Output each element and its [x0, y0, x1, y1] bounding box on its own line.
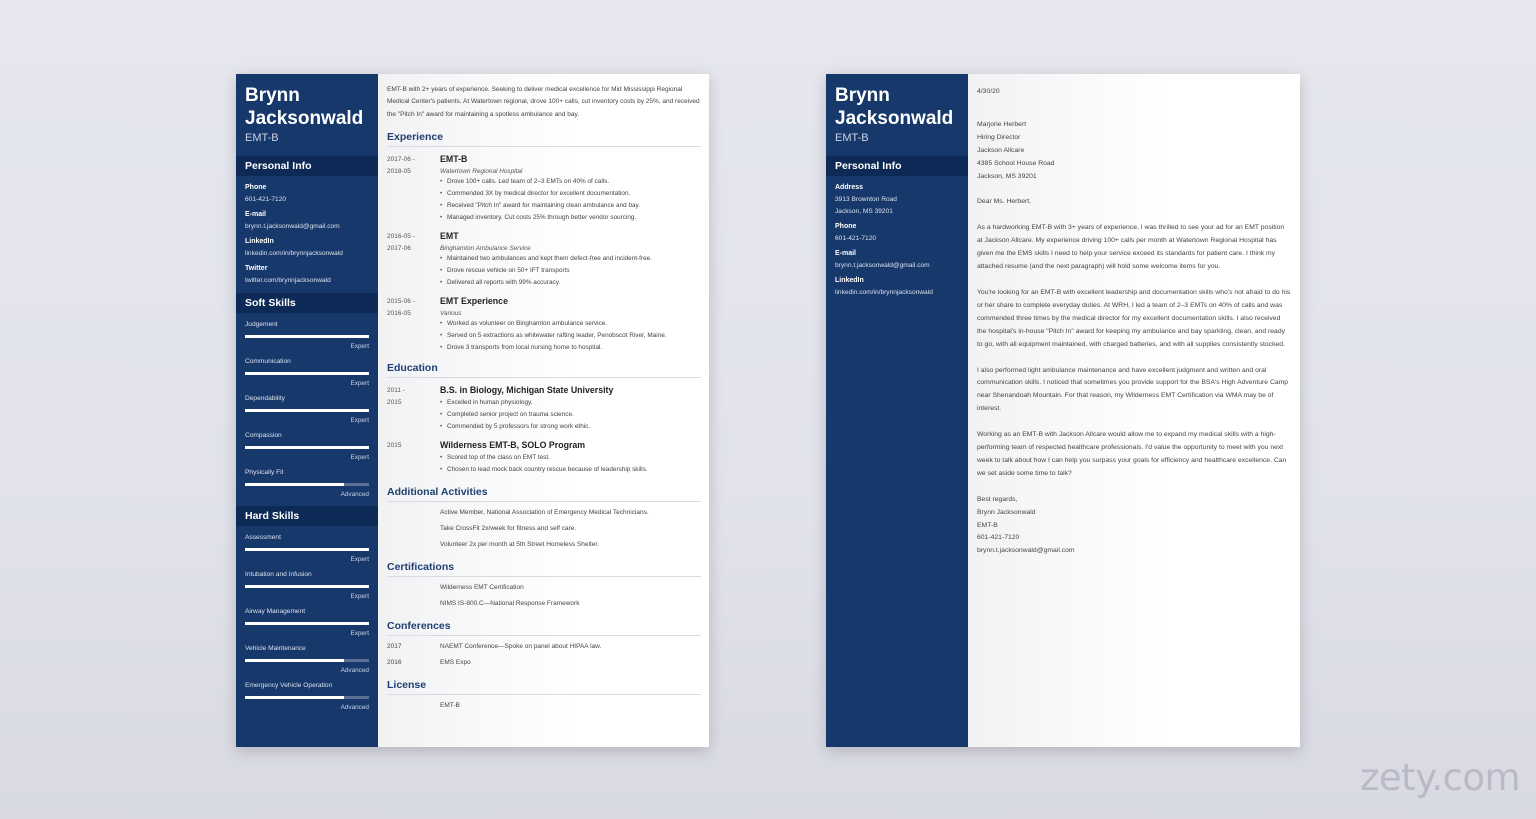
bullet-item: • Scored top of the class on EMT test.	[440, 452, 700, 464]
bullet-item: • Maintained two ambulances and kept them defect-free and incident-free.	[440, 253, 700, 265]
letter-job-title: EMT-B	[835, 132, 869, 144]
skill-level-label: Advanced	[340, 667, 369, 674]
skill-level-label: Expert	[350, 380, 369, 387]
letter-main	[968, 74, 1300, 747]
entry-dates	[387, 440, 440, 476]
bullet-item: • Served on 5 extractions as whitewater rafting leader, Penobscot River, Maine.	[440, 330, 700, 342]
entry-bullets	[440, 253, 700, 289]
list-item: Volunteer 2x per month at 5th Street Homeless Shelter.	[440, 540, 599, 548]
entry-organization: Binghamton Ambulance Service	[440, 244, 531, 252]
bullet-item: • Drove 100+ calls. Led team of 2–3 EMTs on 40% of calls.	[440, 176, 700, 188]
list-item	[378, 639, 709, 655]
entry-title: EMT-B	[440, 153, 468, 164]
bullet-item: • Worked as volunteer on Binghamton ambulance service.	[440, 318, 700, 330]
skill-level-label: Advanced	[340, 491, 369, 498]
bullet-item: • Delivered all reports with 99% accuracy.	[440, 277, 700, 289]
contact-label: Phone	[245, 184, 267, 191]
skill-level-fill	[245, 585, 369, 588]
conference-year: 2017	[387, 642, 402, 650]
resume-entry	[378, 385, 709, 433]
entry-dates	[387, 231, 440, 289]
letter-paragraph: Working as an EMT-B with Jackson Allcare would allow me to expand my medical skills with a high-performing team of respected healthcare professionals. I'd value the opportunity to meet with you next week to talk about how I can help you surpass your goals for efficiency and healthcare excellence. Can we set aside some time to talk?	[977, 431, 1287, 477]
personal-info-heading: Personal Info	[826, 156, 968, 176]
recipient-line: Hiring Director	[977, 133, 1021, 141]
entry-bullets	[440, 318, 700, 354]
license-value: EMT-B	[440, 701, 460, 709]
education-list	[378, 385, 709, 476]
resume-summary: EMT-B with 2+ years of experience. Seeking to deliver medical excellence for Mid Mississippi Regional Medical Center's patients. At Watertown regional, drove 100+ calls, cut inventory costs by 25%, and received the "Pitch In" award for maintaining a spotless ambulance and bay.	[387, 86, 700, 118]
contact-label: E-mail	[245, 211, 267, 218]
skill-name: Compassion	[245, 432, 282, 439]
skill-level-bar	[245, 696, 369, 699]
skill-name: Intubation and Infusion	[245, 571, 312, 578]
skill-level-label: Expert	[350, 417, 369, 424]
bullet-item: • Commended by 5 professors for strong work ethic.	[440, 421, 700, 433]
list-item: Take CrossFit 2x/week for fitness and self care.	[440, 524, 577, 532]
entry-date-to: 2018-05	[387, 167, 411, 175]
skill-level-label: Expert	[350, 343, 369, 350]
contact-label: E-mail	[835, 250, 857, 257]
entry-body	[440, 231, 700, 289]
entry-bullets	[440, 452, 700, 476]
contact-label: LinkedIn	[835, 277, 864, 284]
entry-dates	[387, 385, 440, 433]
conference-text: NAEMT Conference—Spoke on panel about HIPAA law.	[440, 642, 602, 650]
resume-sidebar	[236, 74, 378, 747]
skill-level-bar	[245, 335, 369, 338]
recipient-block	[977, 119, 1291, 184]
letter-paragraph: I also performed light ambulance maintenance and have excellent judgment and written and oral communication skills. I noticed that sometimes you provide support for the BSA's High Adventure Camp near Shenandoah Mountain. For that reason, my Wilderness EMT Certification via WMA may be of interest.	[977, 366, 1289, 413]
skill-name: Judgement	[245, 321, 278, 328]
entry-body	[440, 296, 700, 354]
contact-value: linkedin.com/in/brynnjacksonwald	[245, 250, 343, 257]
bullet-item: • Received "Pitch In" award for maintaining clean ambulance and bay.	[440, 200, 700, 212]
certifications-heading: Certifications	[387, 560, 455, 573]
skill-level-fill	[245, 622, 369, 625]
bullet-item: • Drove 3 transports from local nursing home to hospital.	[440, 342, 700, 354]
letter-first-name: Brynn	[835, 85, 890, 106]
closing-line: EMT-B	[977, 521, 998, 529]
conference-year: 2016	[387, 658, 402, 666]
entry-dates	[387, 154, 440, 224]
entry-bullets	[440, 176, 700, 224]
soft-skills-list	[236, 321, 378, 498]
license-heading: License	[387, 678, 427, 691]
closing-block	[977, 494, 1291, 559]
skill-item	[236, 395, 378, 424]
entry-date-to: 2016-05	[387, 309, 411, 317]
activities-heading: Additional Activities	[387, 485, 488, 498]
resume-job-title: EMT-B	[245, 132, 279, 144]
skill-level-fill	[245, 372, 369, 375]
contact-value: linkedin.com/in/brynnjacksonwald	[835, 289, 933, 296]
contact-value: twitter.com/brynnjacksonwald	[245, 277, 331, 284]
skill-item	[236, 608, 378, 637]
entry-date-from: 2015-06 -	[387, 297, 415, 305]
closing-line: Brynn Jacksonwald	[977, 508, 1036, 516]
entry-title: B.S. in Biology, Michigan State University	[440, 384, 614, 395]
contact-value: brynn.t.jacksonwald@gmail.com	[245, 223, 340, 230]
skill-item	[236, 432, 378, 461]
skill-name: Physically Fit	[245, 469, 284, 476]
soft-skills-heading: Soft Skills	[236, 293, 378, 313]
section-divider	[387, 501, 701, 502]
skill-level-fill	[245, 659, 344, 662]
contact-value: Jackson, MS 39201	[835, 208, 893, 215]
skill-item	[236, 321, 378, 350]
section-divider	[387, 635, 701, 636]
skill-level-bar	[245, 409, 369, 412]
list-item: Wilderness EMT Certification	[440, 583, 524, 591]
experience-list	[378, 154, 709, 354]
contact-list	[236, 184, 378, 284]
contact-label: Address	[835, 184, 864, 191]
skill-name: Communication	[245, 358, 291, 365]
skill-level-fill	[245, 483, 344, 486]
resume-document	[236, 74, 709, 747]
certifications-list	[378, 580, 709, 612]
entry-date-from: 2017-06 -	[387, 155, 415, 163]
section-divider	[387, 694, 701, 695]
resume-entry	[378, 440, 709, 476]
entry-date-from: 2015	[387, 441, 402, 449]
letter-paragraph: As a hardworking EMT-B with 3+ years of experience, I was thrilled to see your ad for an EMT position at Jackson Allcare. My experience driving 100+ calls per month at Watertown Regional Hospital has given me the EMS skills I need to help your service exceed its standards for patient care. I think my attached resume (and the next paragraph) will hold some welcome items for you.	[977, 224, 1285, 271]
letter-body	[968, 74, 1300, 558]
resume-entry	[378, 231, 709, 289]
skill-level-bar	[245, 372, 369, 375]
letter-paragraph: You're looking for an EMT-B with excellent leadership and documentation skills who's not afraid to do his or her share to complete everyday duties. At WRH, I led a team of 2–3 EMTs on 40% of calls and was commended three times by the medical director for my excellent documentation skills. I also received the hospital's in-house "Pitch In" award for keeping my ambulance and bay sparkling, clean, and ready to go, with all equipment maintained, with charged batteries, and with all supplies consistently stocked.	[977, 288, 1291, 348]
bullet-item: • Chosen to lead mock back country rescue because of leadership skills.	[440, 464, 700, 476]
recipient-line: 4385 School House Road	[977, 159, 1055, 167]
skill-item	[236, 469, 378, 498]
resume-main	[378, 74, 709, 747]
skill-level-bar	[245, 622, 369, 625]
contact-value: 601-421-7120	[245, 196, 287, 203]
contact-label: LinkedIn	[245, 238, 274, 245]
contact-value: 601-421-7120	[835, 235, 877, 242]
contact-value: brynn.t.jacksonwald@gmail.com	[835, 262, 930, 269]
skill-item	[236, 682, 378, 711]
experience-heading: Experience	[387, 130, 444, 143]
hard-skills-heading: Hard Skills	[236, 506, 378, 526]
personal-info-heading: Personal Info	[236, 156, 378, 176]
section-divider	[387, 576, 701, 577]
conferences-heading: Conferences	[387, 619, 451, 632]
skill-level-fill	[245, 446, 369, 449]
skill-item	[236, 534, 378, 563]
recipient-line: Jackson, MS 39201	[977, 172, 1037, 180]
skill-level-label: Expert	[350, 593, 369, 600]
bullet-item: • Excelled in human physiology.	[440, 397, 700, 409]
skill-item	[236, 571, 378, 600]
skill-name: Dependability	[245, 395, 285, 402]
contact-label: Twitter	[245, 265, 268, 272]
list-item: NIMS IS-800.C—National Response Framework	[440, 599, 580, 607]
entry-date-to: 2017-06	[387, 244, 411, 252]
entry-body	[440, 440, 700, 476]
entry-date-to: 2015	[387, 398, 402, 406]
contact-value: 3913 Brownton Road	[835, 196, 897, 203]
entry-organization: Various	[440, 309, 462, 317]
closing-line: 601-421-7120	[977, 534, 1020, 542]
skill-name: Airway Management	[245, 608, 306, 615]
skill-level-fill	[245, 696, 344, 699]
conference-text: EMS Expo	[440, 658, 471, 666]
skill-level-label: Expert	[350, 630, 369, 637]
entry-bullets	[440, 397, 700, 433]
skill-name: Emergency Vehicle Operation	[245, 682, 333, 689]
bullet-item: • Managed inventory. Cut costs 25% through better vendor sourcing.	[440, 212, 700, 224]
cover-letter-document	[826, 74, 1300, 747]
letter-last-name: Jacksonwald	[835, 108, 954, 129]
hard-skills-list	[236, 534, 378, 711]
list-item	[378, 655, 709, 671]
recipient-line: Marjorie Herbert	[977, 120, 1027, 128]
recipient-line: Jackson Allcare	[977, 146, 1025, 154]
skill-level-fill	[245, 548, 369, 551]
skill-level-label: Expert	[350, 454, 369, 461]
resume-entry	[378, 154, 709, 224]
entry-organization: Watertown Regional Hospital	[440, 167, 523, 175]
skill-level-fill	[245, 409, 369, 412]
section-divider	[387, 377, 701, 378]
letter-sidebar	[826, 74, 968, 747]
resume-entry	[378, 296, 709, 354]
skill-level-bar	[245, 483, 369, 486]
entry-dates	[387, 296, 440, 354]
skill-level-bar	[245, 548, 369, 551]
skill-level-bar	[245, 659, 369, 662]
skill-level-fill	[245, 335, 369, 338]
salutation: Dear Ms. Herbert,	[977, 198, 1032, 206]
skill-level-label: Expert	[350, 556, 369, 563]
activities-list	[378, 505, 709, 553]
resume-last-name: Jacksonwald	[245, 108, 364, 129]
letter-date: 4/30/20	[977, 88, 1000, 95]
closing-line: Best regards,	[977, 495, 1018, 503]
entry-date-from: 2011 -	[387, 386, 405, 394]
bullet-item: • Commended 3X by medical director for excellent documentation.	[440, 188, 700, 200]
zety-logo[interactable]: zety.com	[1360, 756, 1521, 799]
entry-title: Wilderness EMT-B, SOLO Program	[440, 439, 586, 450]
closing-line: brynn.t.jacksonwald@gmail.com	[977, 547, 1075, 555]
bullet-item: • Drove rescue vehicle on 50+ IFT transports	[440, 265, 700, 277]
skill-name: Vehicle Maintenance	[245, 645, 306, 652]
contact-label: Phone	[835, 223, 857, 230]
entry-title: EMT	[440, 230, 459, 241]
entry-date-from: 2016-05 -	[387, 232, 415, 240]
skill-name: Assessment	[245, 534, 281, 541]
skill-item	[236, 645, 378, 674]
bullet-item: • Completed senior project on trauma science.	[440, 409, 700, 421]
conferences-list	[378, 639, 709, 671]
entry-body	[440, 385, 700, 433]
resume-first-name: Brynn	[245, 85, 300, 106]
list-item: Active Member, National Association of Emergency Medical Technicians.	[440, 508, 649, 516]
section-divider	[387, 146, 701, 147]
entry-body	[440, 154, 700, 224]
education-heading: Education	[387, 361, 438, 374]
skill-level-bar	[245, 446, 369, 449]
skill-level-label: Advanced	[340, 704, 369, 711]
entry-title: EMT Experience	[440, 295, 508, 306]
skill-item	[236, 358, 378, 387]
skill-level-bar	[245, 585, 369, 588]
